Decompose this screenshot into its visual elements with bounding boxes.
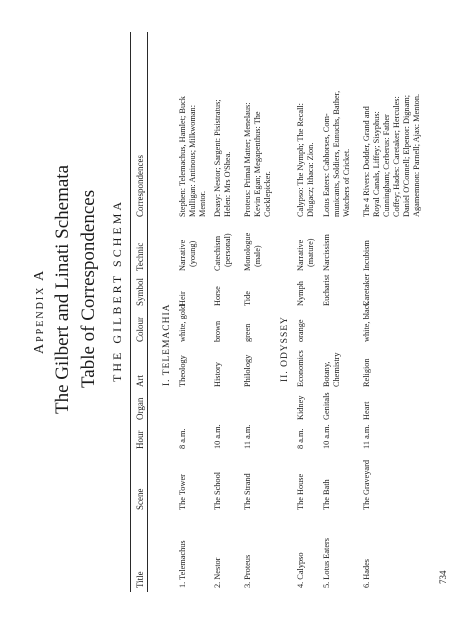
cell-colour: white, gold bbox=[178, 304, 187, 342]
cell-scene: The Strand bbox=[243, 473, 252, 510]
cell-title: 6. Hades bbox=[362, 558, 371, 588]
cell-symbol: Tide bbox=[243, 291, 252, 306]
cell-correspondences: municants, Soldiers, Eunuchs, Bather, bbox=[332, 90, 341, 217]
column-header: Colour bbox=[135, 316, 145, 342]
cell-correspondences: Dlugacz; Ithaca: Zion. bbox=[306, 142, 315, 217]
appendix-label: Appendix A bbox=[32, 268, 47, 354]
cell-colour: green bbox=[243, 323, 252, 342]
column-header: Organ bbox=[135, 397, 145, 420]
cell-organ: Heart bbox=[362, 401, 371, 420]
cell-hour: 8 a.m. bbox=[296, 428, 305, 449]
cell-correspondences: Mulligan: Antinous; Milkwoman: bbox=[188, 104, 197, 217]
cell-correspondences: Kevin Egan; Megapenthus: The bbox=[253, 111, 262, 217]
cell-correspondences: Calypso: The Nymph; The Recall: bbox=[296, 103, 305, 217]
cell-title: 1. Telemachus bbox=[178, 540, 187, 588]
cell-correspondences: Helen: Mrs O'Shea. bbox=[223, 151, 232, 217]
cell-symbol: Nymph bbox=[296, 281, 305, 306]
page-subtitle: Table of Correspondences bbox=[78, 189, 99, 388]
cell-art: History bbox=[213, 362, 222, 387]
cell-scene: The Bath bbox=[322, 479, 331, 510]
cell-art: Philology bbox=[243, 354, 252, 387]
cell-colour: brown bbox=[213, 320, 222, 342]
cell-art: Economics bbox=[296, 350, 305, 387]
cell-symbol: Caretaker bbox=[362, 273, 371, 306]
column-header: Symbol bbox=[135, 277, 145, 306]
section-label: II. ODYSSEY bbox=[280, 316, 290, 382]
cell-title: 3. Proteus bbox=[243, 554, 252, 588]
cell-technic: Narrative bbox=[296, 239, 305, 271]
cell-correspondences: The 4 Rivers: Dodder, Grand and bbox=[362, 106, 371, 217]
cell-scene: The Tower bbox=[178, 474, 187, 510]
column-header: Technic bbox=[135, 242, 145, 271]
cell-hour: 11 a.m. bbox=[243, 424, 252, 449]
cell-hour: 11 a.m. bbox=[362, 424, 371, 449]
cell-correspondences: Coffey; Hades: Caretaker; Hercules: bbox=[392, 96, 401, 217]
cell-correspondences: Lotus Eaters: Cabhorses, Com- bbox=[322, 113, 331, 217]
header-rule-top bbox=[130, 32, 131, 592]
cell-organ: Genitals bbox=[322, 392, 331, 420]
cell-scene: The House bbox=[296, 473, 305, 510]
cell-technic: Monologue bbox=[243, 232, 252, 271]
column-header: Title bbox=[135, 571, 145, 588]
cell-correspondences: Mentor. bbox=[198, 190, 207, 217]
cell-correspondences: Cunningham; Cerberus: Father bbox=[382, 114, 391, 217]
cell-technic: Narrative bbox=[178, 239, 187, 271]
cell-title: 5. Lotus Eaters bbox=[322, 537, 331, 588]
cell-symbol: Heir bbox=[178, 291, 187, 306]
cell-technic: (young) bbox=[188, 240, 197, 267]
cell-technic: (male) bbox=[253, 245, 262, 267]
cell-technic: (mature) bbox=[306, 238, 315, 267]
cell-title: 4. Calypso bbox=[296, 552, 305, 588]
cell-hour: 10 a.m. bbox=[322, 424, 331, 449]
cell-correspondences: Deasy: Nestor; Sargent: Pisistratus; bbox=[213, 99, 222, 217]
cell-colour: white, black bbox=[362, 301, 371, 342]
cell-art: Botany, Chemistry bbox=[322, 352, 341, 387]
cell-art: Theology bbox=[178, 355, 187, 387]
cell-organ: Kidney bbox=[296, 395, 305, 420]
header-rule-bottom bbox=[147, 32, 148, 592]
schema-title: THE GILBERT SCHEMA bbox=[110, 198, 124, 382]
section-label: I. TELEMACHIA bbox=[162, 303, 172, 386]
cell-title: 2. Nestor bbox=[213, 557, 222, 588]
cell-correspondences: Stephen: Telemachus, Hamlet; Buck bbox=[178, 96, 187, 217]
cell-symbol: Eucharist bbox=[322, 274, 331, 306]
cell-hour: 8 a.m. bbox=[178, 428, 187, 449]
column-header: Hour bbox=[135, 430, 145, 449]
column-header: Correspondences bbox=[135, 155, 145, 217]
cell-correspondences: Cocklepicker. bbox=[263, 171, 272, 217]
cell-scene: The Graveyard bbox=[362, 460, 371, 510]
cell-symbol: Horse bbox=[213, 286, 222, 306]
page-title: The Gilbert and Linati Schemata bbox=[52, 164, 73, 414]
cell-technic: Incubism bbox=[362, 240, 371, 271]
cell-technic: Narcissism bbox=[322, 234, 331, 271]
cell-art: Religion bbox=[362, 358, 371, 387]
cell-correspondences: Proteus: Primal Matter; Menelaus: bbox=[243, 102, 252, 217]
cell-colour: orange bbox=[296, 319, 305, 342]
cell-technic: (personal) bbox=[223, 233, 232, 267]
column-header: Scene bbox=[135, 488, 145, 510]
column-header: Art bbox=[135, 375, 145, 387]
cell-correspondences: Watchers of Cricket. bbox=[342, 148, 351, 217]
cell-correspondences: Daniel O'Connell; Elpenor: Dignam; bbox=[402, 94, 411, 217]
cell-correspondences: Agamemnon: Parnell; Ajax: Menton. bbox=[412, 93, 421, 217]
cell-technic: Catechism bbox=[213, 235, 222, 271]
cell-scene: The School bbox=[213, 471, 222, 510]
cell-correspondences: Royal Canals, Liffey; Sisyphus: bbox=[372, 111, 381, 217]
page-number: 734 bbox=[438, 570, 448, 584]
cell-hour: 10 a.m. bbox=[213, 424, 222, 449]
